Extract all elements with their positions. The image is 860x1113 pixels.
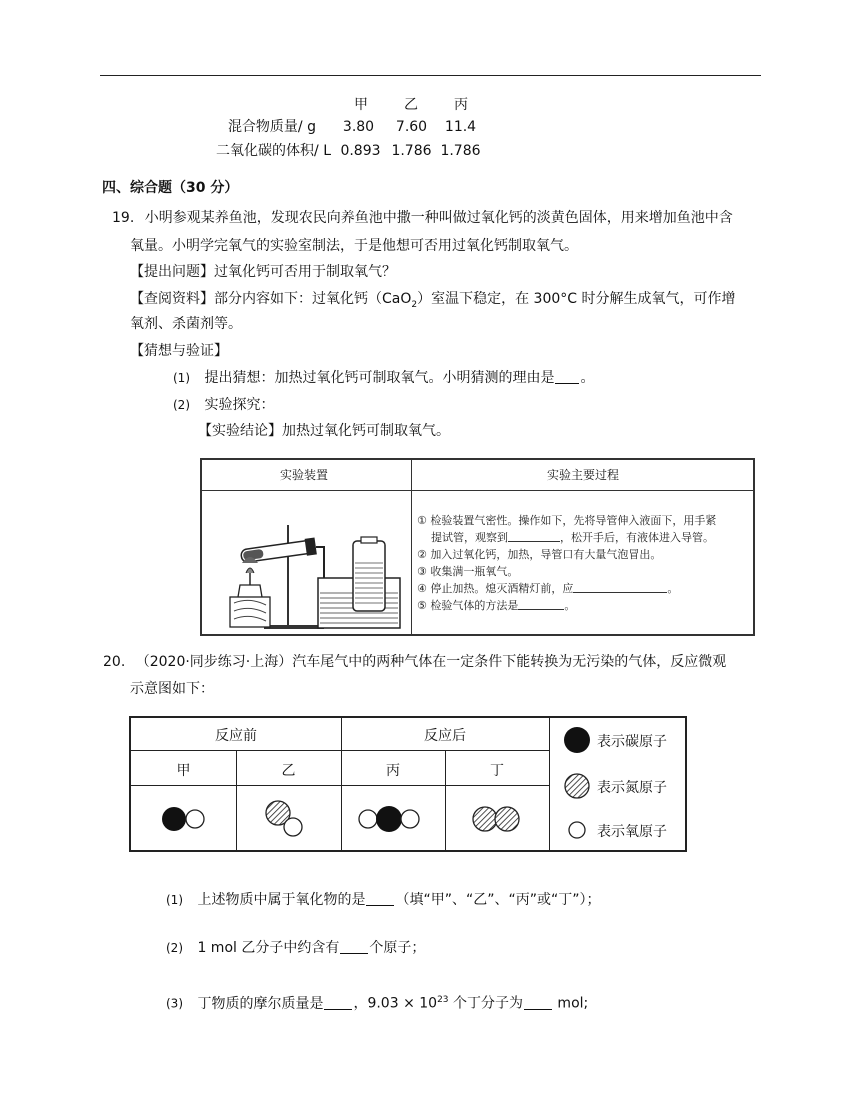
sub-number: (1) xyxy=(173,371,190,385)
step-text: 。 xyxy=(564,599,576,612)
step-line: ③ 收集满一瓶氧气。 xyxy=(417,565,519,578)
col-yi: 乙 xyxy=(281,763,296,779)
cell: 11.4 xyxy=(444,119,477,135)
table-row xyxy=(196,116,486,138)
ref-text2: ）室温下稳定，在 300°C 时分解生成氧气，可作增 xyxy=(417,291,736,307)
q19-guess-heading: 【猜想与验证】 xyxy=(130,343,228,359)
ref-sub: 2 xyxy=(411,299,418,310)
q20-intro1: （2020·同步练习·上海）汽车尾气中的两种气体在一定条件下能转换为无污染的气体，反应微观 xyxy=(135,654,727,670)
sub-text: ，9.03 × 10 xyxy=(353,995,438,1012)
q19-sub2 xyxy=(173,393,274,417)
sub-number: (1) xyxy=(166,893,183,907)
q19-line1 xyxy=(112,206,733,230)
sub-text: 1 mol 乙分子中约含有 xyxy=(197,940,340,956)
q19-number: 19. xyxy=(112,210,135,226)
row-label: 混合物质量/ g xyxy=(227,119,316,135)
q19-intro1: 小明参观某养鱼池，发现农民向养鱼池中撒一种叫做过氧化钙的淡黄色固体，用来增加鱼池中含 xyxy=(144,210,733,226)
q20-part3 xyxy=(166,988,588,1016)
col-header: 甲 xyxy=(354,97,368,113)
cell: 3.80 xyxy=(342,119,375,135)
answer-blank[interactable] xyxy=(524,995,552,1010)
molecule-figure xyxy=(129,716,687,852)
legend-oxygen: 表示氧原子 xyxy=(597,824,667,840)
figure-divider xyxy=(202,490,753,491)
q20-number: 20. xyxy=(103,654,126,670)
after-header: 反应后 xyxy=(424,728,466,744)
row-label: 二氧化碳的体积/ L xyxy=(216,143,331,159)
sub-number: (2) xyxy=(173,398,190,412)
step-line xyxy=(417,597,716,614)
cell: 7.60 xyxy=(395,119,428,135)
sub-text: 上述物质中属于氧化物的是 xyxy=(197,892,366,908)
answer-blank[interactable] xyxy=(340,939,368,954)
experiment-figure xyxy=(200,458,755,636)
step-text: ④ 停止加热。熄灭酒精灯前，应 xyxy=(417,582,574,595)
step-blank[interactable] xyxy=(508,530,560,542)
table-row xyxy=(196,140,486,162)
ref-text: 【查阅资料】部分内容如下：过氧化钙（CaO xyxy=(130,291,412,307)
cell: 0.893 xyxy=(340,143,381,159)
figure-divider xyxy=(411,460,412,634)
table-header-row xyxy=(196,94,486,116)
sub-text-end: mol; xyxy=(552,995,589,1012)
step-text: ，松开手后，有液体进入导管。 xyxy=(560,531,714,544)
apparatus-drawing xyxy=(206,493,411,633)
step-text: 提试管，观察到 xyxy=(431,531,508,544)
step-line: ② 加入过氧化钙，加热，导管口有大量气泡冒出。 xyxy=(417,548,662,561)
before-header: 反应前 xyxy=(215,728,257,744)
step-line xyxy=(417,529,716,546)
step-text: ⑤ 检验气体的方法是 xyxy=(417,599,519,612)
q19-ref-line2: 氧剂、杀菌剂等。 xyxy=(130,316,242,332)
answer-blank[interactable] xyxy=(555,369,579,384)
exponent: 23 xyxy=(437,995,449,1005)
q20-line1 xyxy=(103,650,726,674)
figure-header-process: 实验主要过程 xyxy=(547,468,620,482)
sub-text: 提出猜想：加热过氧化钙可制取氧气。小明猜测的理由是 xyxy=(204,370,555,386)
legend-nitrogen: 表示氮原子 xyxy=(597,780,667,796)
q19-sub1 xyxy=(173,366,594,390)
step-line xyxy=(417,580,716,597)
sub-text-end: （填“甲”、“乙”、“丙”或“丁”）； xyxy=(395,892,601,908)
section-title: 四、综合题（30 分） xyxy=(102,180,239,196)
q20-part2 xyxy=(166,936,425,960)
cell: 1.786 xyxy=(440,143,481,159)
sub-text: 实验探究： xyxy=(204,397,275,413)
col-ding: 丁 xyxy=(490,763,504,779)
col-jia: 甲 xyxy=(176,763,191,779)
step-text: 。 xyxy=(667,582,679,595)
answer-blank[interactable] xyxy=(324,995,352,1010)
figure-header-apparatus: 实验装置 xyxy=(280,468,329,482)
sub-text: 个丁分子为 xyxy=(448,995,523,1012)
q19-intro2: 氧量。小明学完氧气的实验室制法，于是他想可否用过氧化钙制取氧气。 xyxy=(130,238,578,254)
col-header: 乙 xyxy=(404,97,418,113)
process-steps xyxy=(417,512,716,614)
sub-number: (2) xyxy=(166,941,183,955)
step-blank[interactable] xyxy=(573,581,667,593)
col-bing: 丙 xyxy=(386,763,400,779)
q20-intro2: 示意图如下： xyxy=(130,681,214,697)
top-rule xyxy=(100,75,761,76)
cell: 1.786 xyxy=(391,143,432,159)
q20-part1 xyxy=(166,888,600,912)
sub-text-end: 个原子； xyxy=(369,940,426,956)
sub-number: (3) xyxy=(166,996,183,1011)
q19-ask: 【提出问题】过氧化钙可否用于制取氧气？ xyxy=(130,264,396,280)
sub-text: 丁物质的摩尔质量是 xyxy=(197,995,324,1012)
q19-conclusion: 【实验结论】加热过氧化钙可制取氧气。 xyxy=(198,423,450,439)
answer-blank[interactable] xyxy=(366,891,394,906)
legend-carbon: 表示碳原子 xyxy=(597,734,667,750)
sub-text-end: 。 xyxy=(580,370,595,386)
step-line: ① 检验装置气密性。操作如下，先将导管伸入液面下，用手紧 xyxy=(417,514,717,527)
step-blank[interactable] xyxy=(518,598,564,610)
col-header: 丙 xyxy=(454,97,468,113)
